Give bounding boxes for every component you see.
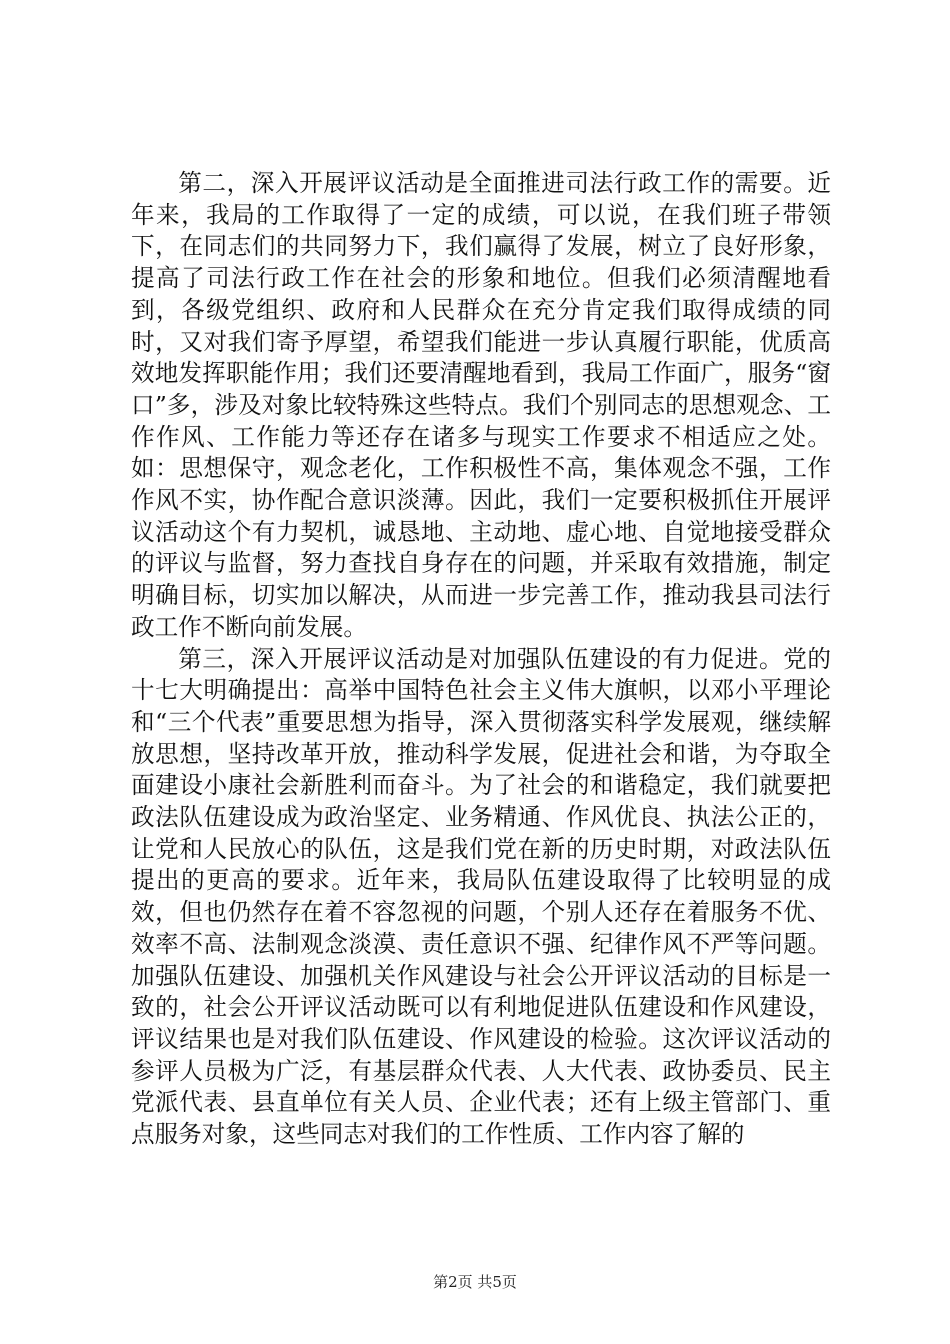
- paragraph-3: 第三，深入开展评议活动是对加强队伍建设的有力促进。党的十七大明确提出：高举中国特色社会主义伟大旗帜，以邓小平理论和“三个代表”重要思想为指导，深入贯彻落实科学发展观，继续解放思想，坚持改革开放，推动科学发展，促进社会和谐，为夺取全面建设小康社会新胜利而奋斗。为了社会的和谐稳定，我们就要把政法队伍建设成为政治坚定、业务精通、作风优良、执法公正的，让党和人民放心的队伍，这是我们党在新的历史时期，对政法队伍提出的更高的要求。近年来，我局队伍建设取得了比较明显的成效，但也仍然存在着不容忽视的问题，个别人还存在着服务不优、效率不高、法制观念淡漠、责任意识不强、纪律作风不严等问题。加强队伍建设、加强机关作风建设与社会公开评议活动的目标是一致的，社会公开评议活动既可以有利地促进队伍建设和作风建设，评议结果也是对我们队伍建设、作风建设的检验。这次评议活动的参评人员极为广泛，有基层群众代表、人大代表、政协委员、民主党派代表、县直单位有关人员、企业代表；还有上级主管部门、重点服务对象，这些同志对我们的工作性质、工作内容了解的: [131, 644, 831, 1149]
- document-body: [131, 168, 831, 1151]
- page-number-footer: 第2页 共5页: [433, 1273, 517, 1291]
- paragraph-2: 第二，深入开展评议活动是全面推进司法行政工作的需要。近年来，我局的工作取得了一定的成绩，可以说，在我们班子带领下，在同志们的共同努力下，我们赢得了发展，树立了良好形象，提高了司法行政工作在社会的形象和地位。但我们必须清醒地看到，各级党组织、政府和人民群众在充分肯定我们取得成绩的同时，又对我们寄予厚望，希望我们能进一步认真履行职能，优质高效地发挥职能作用；我们还要清醒地看到，我局工作面广，服务“窗口”多，涉及对象比较特殊这些特点。我们个别同志的思想观念、工作作风、工作能力等还存在诸多与现实工作要求不相适应之处。如：思想保守，观念老化，工作积极性不高，集体观念不强，工作作风不实，协作配合意识淡薄。因此，我们一定要积极抓住开展评议活动这个有力契机，诚恳地、主动地、虚心地、自觉地接受群众的评议与监督，努力查找自身存在的问题，并采取有效措施，制定明确目标，切实加以解决，从而进一步完善工作，推动我县司法行政工作不断向前发展。: [131, 169, 831, 641]
